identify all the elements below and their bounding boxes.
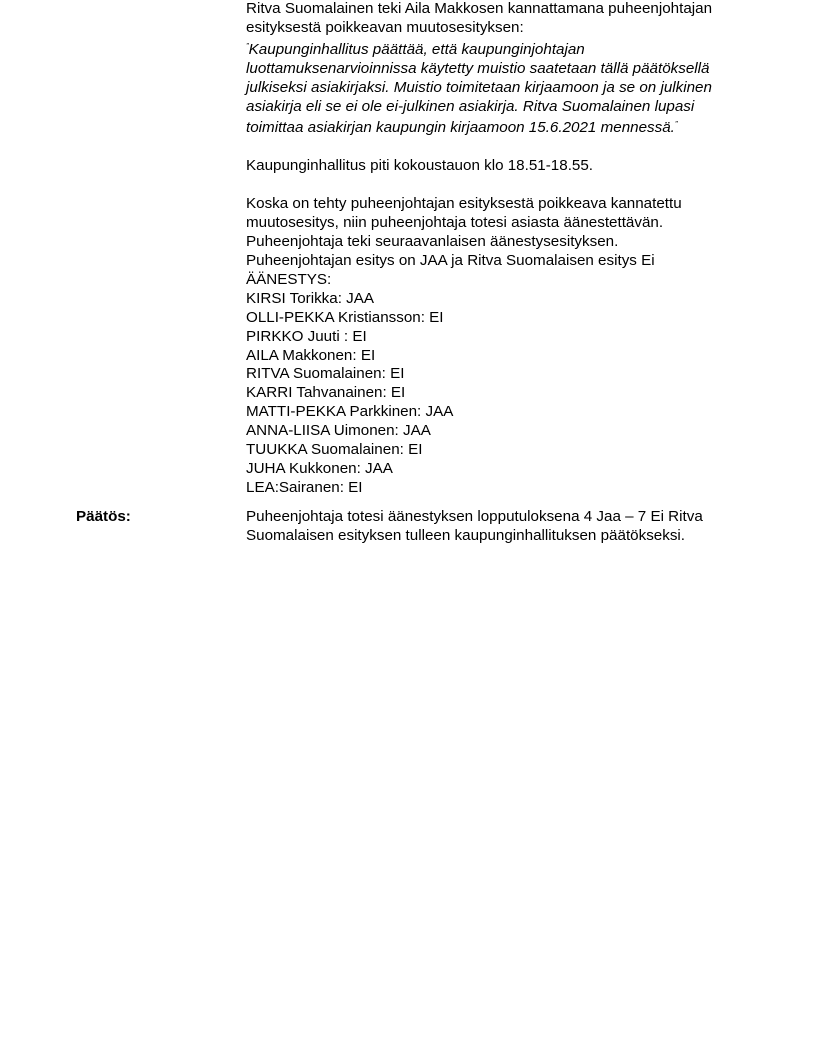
decision-line: Suomalaisen esityksen tulleen kaupunginhallituksen päätökseksi. [246, 526, 686, 544]
vote-list [246, 290, 766, 498]
vote-heading: ÄÄNESTYS: [246, 270, 332, 288]
break-note: Kaupunginhallitus piti kokoustauon klo 18.51-18.55. [246, 157, 594, 175]
quote-line: Kaupunginhallitus päättää, että kaupunginjohtajan [248, 40, 585, 58]
vote-item: TUUKKA Suomalainen: EI [246, 441, 423, 459]
intro-line: esityksestä poikkeavan muutosesityksen: [246, 18, 524, 36]
decision-label: Päätös: [76, 508, 131, 525]
vote-item: AILA Makkonen: EI [246, 346, 376, 364]
quote-line: toimittaa asiakirjan kaupungin kirjaamoon 15.6.2021 mennessä. [246, 119, 675, 137]
vote-intro-line: Puheenjohtajan esitys on JAA ja Ritva Suomalaisen esitys Ei [246, 251, 655, 269]
quote-line: asiakirja eli se ei ole ei-julkinen asiakirja. Ritva Suomalainen lupasi [246, 97, 695, 115]
vote-item: ANNA-LIISA Uimonen: JAA [246, 422, 431, 440]
vote-intro-line: Koska on tehty puheenjohtajan esityksestä poikkeava kannatettu [246, 195, 682, 213]
quote-line: julkiseksi asiakirjaksi. Muistio toimitetaan kirjaamoon ja se on julkinen [246, 78, 712, 96]
vote-intro-line: muutosesitys, niin puheenjohtaja totesi asiasta äänestettävän. [246, 214, 664, 232]
vote-item: LEA:Sairanen: EI [246, 478, 363, 496]
quote-line: luottamuksenarvioinnissa käytetty muistio saatetaan tällä päätöksellä [246, 59, 710, 77]
vote-item: OLLI-PEKKA Kristiansson: EI [246, 308, 444, 326]
decision-text [246, 508, 766, 546]
vote-item: PIRKKO Juuti : EI [246, 327, 367, 345]
vote-item: RITVA Suomalainen: EI [246, 365, 405, 383]
vote-item: JUHA Kukkonen: JAA [246, 459, 393, 477]
quote-mark: ” [674, 120, 678, 130]
vote-intro-line: Puheenjohtaja teki seuraavanlaisen äänestysesityksen. [246, 233, 619, 251]
quote-mark: ” [246, 41, 249, 51]
intro-line: Ritva Suomalainen teki Aila Makkosen kannattamana puheenjohtajan [246, 0, 713, 17]
vote-item: KARRI Tahvanainen: EI [246, 384, 406, 402]
body-text [246, 0, 766, 498]
vote-item: KIRSI Torikka: JAA [246, 289, 375, 307]
proposal-quote [246, 38, 766, 139]
decision-line: Puheenjohtaja totesi äänestyksen lopputuloksena 4 Jaa – 7 Ei Ritva [246, 508, 703, 525]
vote-item: MATTI-PEKKA Parkkinen: JAA [246, 403, 454, 421]
